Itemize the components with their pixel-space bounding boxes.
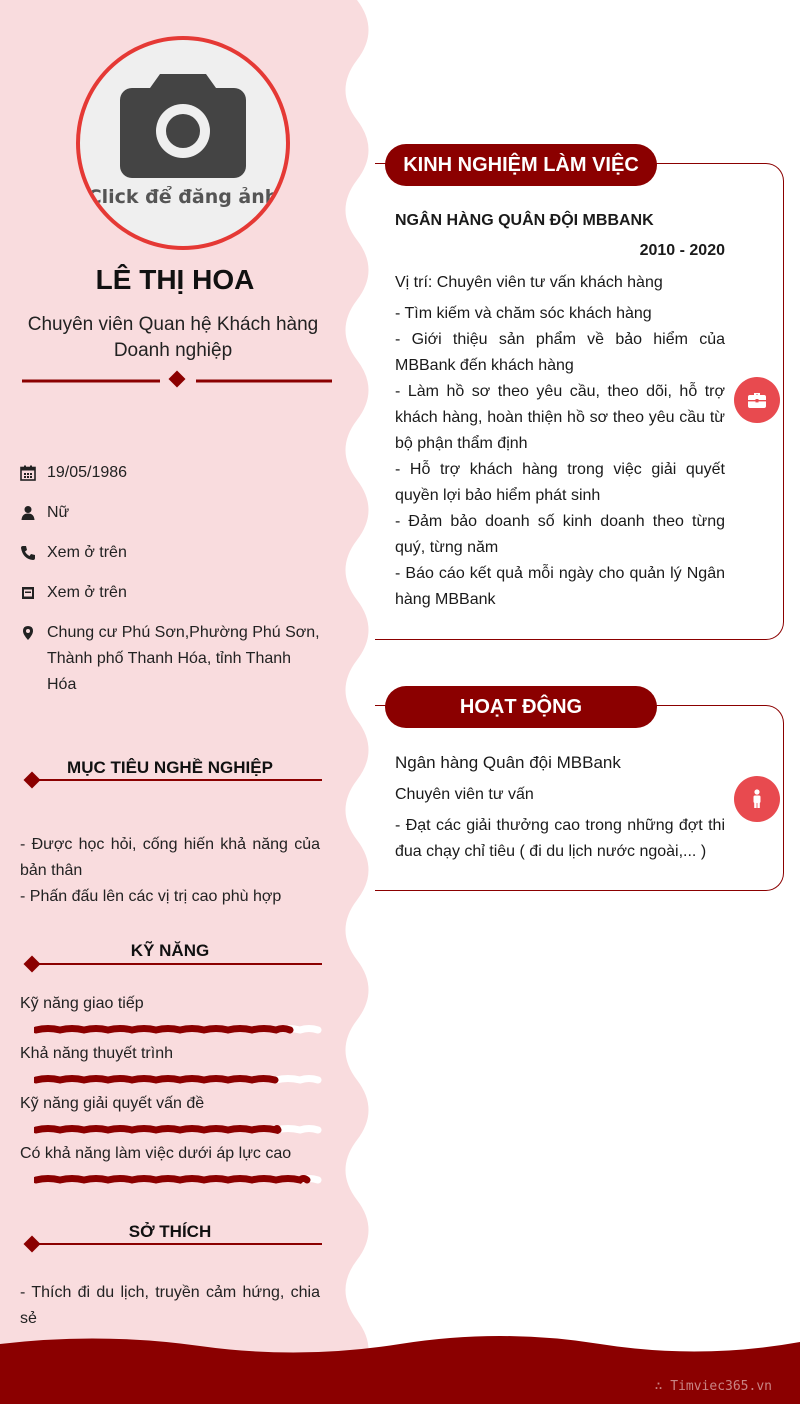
person-icon bbox=[747, 789, 767, 809]
skill-bar-fill bbox=[36, 1179, 307, 1181]
experience-duty: - Hỗ trợ khách hàng trong việc giải quyết quyền lợi bảo hiểm phát sinh bbox=[395, 461, 725, 504]
objective-line: - Phấn đấu lên các vị trị cao phù hợp bbox=[20, 888, 282, 905]
phone-value: Xem ở trên bbox=[47, 544, 127, 561]
contact-birthday bbox=[20, 460, 320, 486]
phone-icon bbox=[20, 545, 36, 561]
experience-duty: - Làm hồ sơ theo yêu cầu, theo dõi, hỗ trợ khách hàng, hoàn thiện hồ sơ theo yêu cầu từ bộ phận thẩm định bbox=[395, 383, 725, 452]
experience-company: NGÂN HÀNG QUÂN ĐỘI MBBANK bbox=[395, 212, 654, 229]
envelope-icon bbox=[20, 585, 36, 601]
skill-label: Khả năng thuyết trình bbox=[20, 1045, 173, 1062]
objective-title: MỤC TIÊU NGHỀ NGHIỆP bbox=[67, 758, 273, 777]
activities-description: - Đạt các giải thưởng cao trong những đợt thi đua chạy chỉ tiêu ( đi du lịch nước ngoài,... ) bbox=[395, 817, 725, 860]
experience-duty: - Báo cáo kết quả mỗi ngày cho quản lý Ngân hàng MBBank bbox=[395, 565, 725, 608]
objective-line: - Được học hỏi, cống hiến khả năng của bản thân bbox=[20, 836, 320, 879]
experience-period: 2010 - 2020 bbox=[639, 242, 725, 259]
experience-duty: - Tìm kiếm và chăm sóc khách hàng bbox=[395, 305, 652, 322]
activities-role: Chuyên viên tư vấn bbox=[395, 786, 534, 803]
title-divider bbox=[22, 370, 332, 392]
skill-bar bbox=[34, 1022, 322, 1038]
skill-label: Kỹ năng giao tiếp bbox=[20, 995, 144, 1012]
activities-badge bbox=[734, 776, 780, 822]
skill-bar bbox=[34, 1172, 322, 1188]
skill-label: Kỹ năng giải quyết vấn đề bbox=[20, 1095, 205, 1112]
skill-bar-fill bbox=[36, 1079, 275, 1081]
skill-bar-fill bbox=[36, 1029, 290, 1031]
map-pin-icon bbox=[20, 625, 36, 641]
calendar-icon bbox=[20, 465, 36, 481]
camera-icon bbox=[120, 70, 246, 180]
experience-duty: - Giới thiệu sản phẩm về bảo hiểm của MBBank đến khách hàng bbox=[395, 331, 725, 374]
avatar-caption: Click để đăng ảnh bbox=[87, 186, 279, 208]
skill-bar-fill bbox=[36, 1129, 278, 1131]
contact-address bbox=[20, 620, 320, 698]
address-value: Chung cư Phú Sơn,Phường Phú Sơn, Thành phố Thanh Hóa, tỉnh Thanh Hóa bbox=[47, 624, 320, 693]
activities-organization: Ngân hàng Quân đội MBBank bbox=[395, 753, 621, 772]
birthday-value: 19/05/1986 bbox=[47, 464, 128, 481]
user-icon bbox=[20, 505, 36, 521]
hobbies-title: SỞ THÍCH bbox=[128, 1222, 212, 1241]
contact-gender bbox=[20, 500, 320, 526]
contact-email bbox=[20, 580, 320, 606]
skill-bar bbox=[34, 1072, 322, 1088]
hobbies-text: - Thích đi du lịch, truyền cảm hứng, chia sẻ bbox=[20, 1284, 320, 1327]
activities-title: HOẠT ĐỘNG bbox=[385, 686, 657, 728]
experience-position: Vị trí: Chuyên viên tư vấn khách hàng bbox=[395, 274, 663, 291]
brand-watermark: ∴ Timviec365.vn bbox=[654, 1379, 772, 1394]
experience-badge bbox=[734, 377, 780, 423]
gender-value: Nữ bbox=[47, 504, 70, 521]
briefcase-icon bbox=[747, 390, 767, 410]
experience-duty: - Đảm bảo doanh số kinh doanh theo từng quý, từng năm bbox=[395, 513, 725, 556]
skill-bar bbox=[34, 1122, 322, 1138]
contact-phone bbox=[20, 540, 320, 566]
email-value: Xem ở trên bbox=[47, 584, 127, 601]
skill-label: Có khả năng làm việc dưới áp lực cao bbox=[20, 1145, 292, 1162]
skills-title: KỸ NĂNG bbox=[130, 941, 210, 960]
candidate-name: LÊ THỊ HOA bbox=[95, 264, 255, 295]
experience-title: KINH NGHIỆM LÀM VIỆC bbox=[385, 144, 657, 186]
candidate-title: Chuyên viên Quan hệ Khách hàng Doanh nghiệp bbox=[27, 314, 319, 361]
avatar-upload[interactable] bbox=[76, 36, 290, 250]
